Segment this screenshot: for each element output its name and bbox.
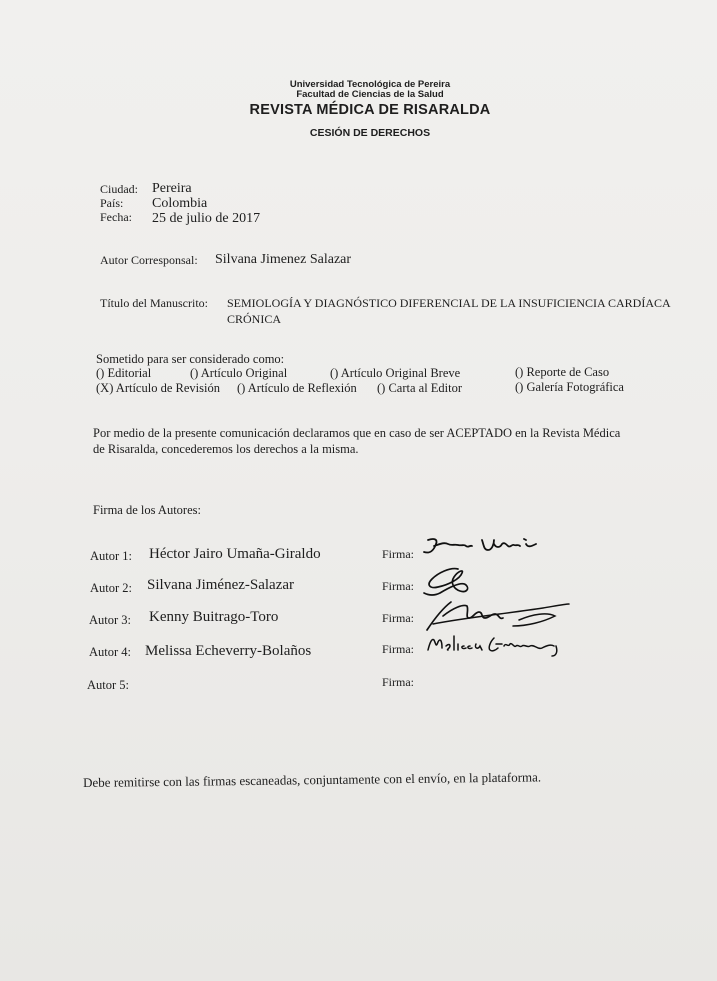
author-5-firma-label: Firma: [382,675,414,689]
corresponding-author-label: Autor Corresponsal: [100,253,198,267]
signature-author-3 [423,598,573,634]
option-original: () Artículo Original [190,366,288,380]
date-value: 25 de julio de 2017 [152,211,261,226]
signature-author-4 [424,632,564,658]
country-label: País: [100,196,124,210]
city-label: Ciudad: [100,182,138,196]
option-review-article: (X) Artículo de Revisión [96,381,220,395]
manuscript-title-line1: SEMIOLOGÍA Y DIAGNÓSTICO DIFERENCIAL DE LA INSUFICIENCIA CARDÍACA [227,296,671,310]
author-5-label: Autor 5: [87,678,130,692]
declaration-line2: de Risaralda, concederemos los derechos a la misma. [93,442,359,456]
author-2-name: Silvana Jiménez-Salazar [147,577,295,593]
signatures-heading: Firma de los Autores: [93,503,201,517]
author-1-name: Héctor Jairo Umaña-Giraldo [149,546,321,562]
author-1-firma-label: Firma: [382,547,414,561]
author-4-name: Melissa Echeverry-Bolaños [145,643,312,659]
faculty-name: Facultad de Ciencias de la Salud [296,89,444,100]
author-1-label: Autor 1: [90,549,133,563]
author-3-firma-label: Firma: [382,611,414,625]
signature-author-1 [420,534,540,560]
manuscript-title-label: Título del Manuscrito: [100,296,208,310]
corresponding-author-value: Silvana Jimenez Salazar [215,252,352,267]
city-value: Pereira [152,181,192,196]
submission-heading: Sometido para ser considerado como: [96,352,285,366]
university-name: Universidad Tecnológica de Pereira [289,79,451,90]
option-original-brief: () Artículo Original Breve [330,366,461,380]
author-3-name: Kenny Buitrago-Toro [149,609,279,625]
footer-note: Debe remitirse con las firmas escaneadas, conjuntamente con el envío, en la plataforma. [83,769,542,790]
author-4-firma-label: Firma: [382,642,414,656]
author-4-label: Autor 4: [89,645,132,659]
journal-title: REVISTA MÉDICA DE RISARALDA [249,102,491,118]
option-reflection-article: () Artículo de Reflexión [237,381,357,395]
option-photo-gallery: () Galería Fotográfica [515,380,624,394]
manuscript-title-line2: CRÓNICA [227,312,282,326]
option-case-report: () Reporte de Caso [515,365,610,379]
option-editorial: () Editorial [96,366,152,380]
date-label: Fecha: [100,210,132,224]
author-2-label: Autor 2: [90,581,133,595]
document-title: CESIÓN DE DERECHOS [309,127,431,139]
country-value: Colombia [152,196,208,211]
option-letter-editor: () Carta al Editor [377,381,463,395]
signature-author-2 [420,565,480,597]
declaration-line1: Por medio de la presente comunicación declaramos que en caso de ser ACEPTADO en la Revista Médica [93,426,621,440]
author-2-firma-label: Firma: [382,579,414,593]
author-3-label: Autor 3: [89,613,132,627]
